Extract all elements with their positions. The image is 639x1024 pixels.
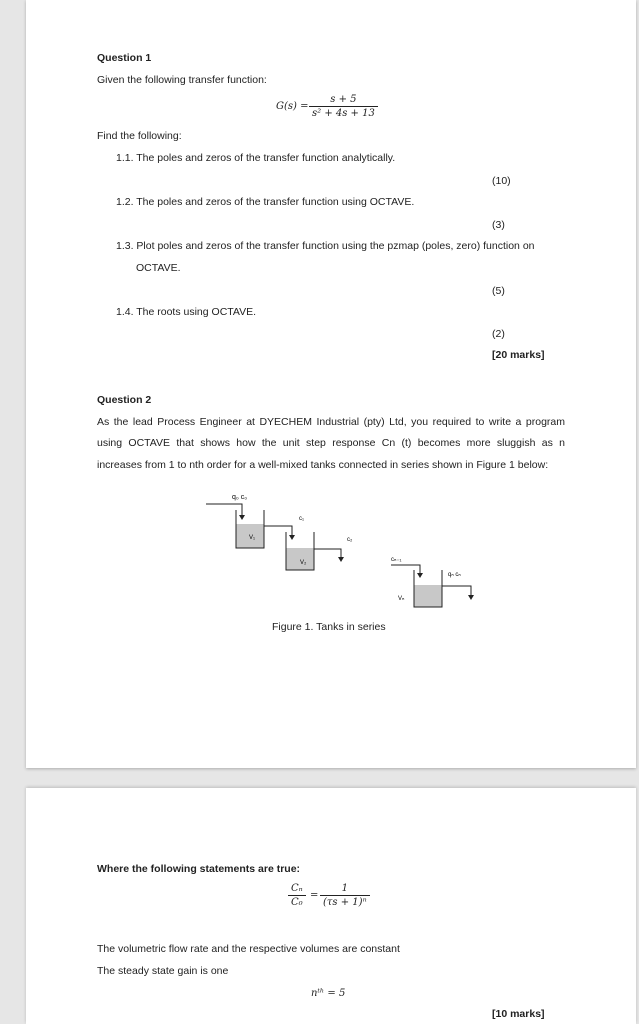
nth-equation: nᵗʰ = 5 (311, 988, 346, 999)
item-1-3-text: 1.3. Plot poles and zeros of the transfer function using the pzmap (poles, zero) function on (116, 240, 535, 252)
label-v1: V₁ (249, 535, 256, 541)
figure-caption: Figure 1. Tanks in series (272, 621, 386, 633)
tanks-in-series-figure (186, 486, 486, 616)
item-1-2-text: 1.2. The poles and zeros of the transfer function using OCTAVE. (116, 196, 415, 208)
item-1-3-text-cont: OCTAVE. (136, 262, 181, 274)
statement-gain: The steady state gain is one (97, 965, 229, 977)
label-vn: Vₙ (398, 596, 405, 602)
tank-2-outlet-arrow (338, 557, 344, 562)
label-v2: V₂ (300, 560, 307, 566)
lhs-numerator: Cₙ (291, 883, 303, 894)
document-page-2 (26, 788, 636, 1024)
question-1-heading: Question 1 (97, 52, 152, 64)
rhs-denominator: (τs + 1)ⁿ (320, 895, 370, 908)
tank-2-outlet-pipe (314, 549, 341, 558)
label-outlet: qₙ cₙ (448, 572, 461, 578)
question-2-total-marks: [10 marks] (492, 1008, 545, 1020)
lhs-fraction (288, 883, 306, 908)
tf-denominator: s² + 4s + 13 (309, 106, 378, 119)
tf-fraction (309, 94, 378, 119)
item-1-4-marks: (2) (492, 328, 505, 340)
tank-n-outlet-arrow (468, 595, 474, 600)
item-1-2-marks: (3) (492, 219, 505, 231)
question-1-intro: Given the following transfer function: (97, 74, 267, 86)
label-c2: c₂ (347, 537, 353, 543)
tank-1-outlet-pipe (264, 526, 292, 536)
question-2-para-line-3: increases from 1 to nth order for a well-mixed tanks connected in series shown in Figure 1 below: (97, 459, 549, 471)
tf-lhs: G(s) = (276, 101, 309, 112)
equals-sign: = (310, 890, 319, 901)
question-2-para-line-2: using OCTAVE that shows how the unit step response Cn (t) becomes more sluggish as n (97, 437, 565, 449)
item-1-3-marks: (5) (492, 285, 505, 297)
tank-n-1-outlet-arrow (417, 573, 423, 578)
rhs-fraction (320, 883, 370, 908)
rhs-numerator: 1 (341, 883, 348, 894)
statement-flow-rate: The volumetric flow rate and the respective volumes are constant (97, 943, 400, 955)
question-2-heading: Question 2 (97, 394, 152, 406)
document-page-1 (26, 0, 636, 768)
where-statement: Where the following statements are true: (97, 863, 301, 875)
label-inlet: q₀ c₀ (232, 494, 248, 501)
tank-1-outlet-arrow (289, 535, 295, 540)
inlet-pipe (206, 504, 242, 516)
question-1-total-marks: [20 marks] (492, 349, 545, 361)
label-c1: c₁ (299, 516, 305, 522)
question-2-para-line-1: As the lead Process Engineer at DYECHEM Industrial (pty) Ltd, you required to write a program (97, 416, 565, 428)
tank-n-outlet-pipe (442, 586, 471, 596)
item-1-1-marks: (10) (492, 175, 511, 187)
find-heading: Find the following: (97, 130, 182, 142)
lhs-denominator: C₀ (288, 895, 306, 908)
tank-n-1-outlet-pipe (391, 565, 420, 574)
inlet-arrow (239, 515, 245, 520)
tank-2-liquid (286, 548, 314, 570)
tf-numerator: s + 5 (330, 94, 357, 105)
item-1-1-text: 1.1. The poles and zeros of the transfer function analytically. (116, 152, 396, 164)
label-cn1: cₙ₋₁ (391, 557, 402, 563)
item-1-4-text: 1.4. The roots using OCTAVE. (116, 306, 257, 318)
tank-n-liquid (414, 585, 442, 607)
